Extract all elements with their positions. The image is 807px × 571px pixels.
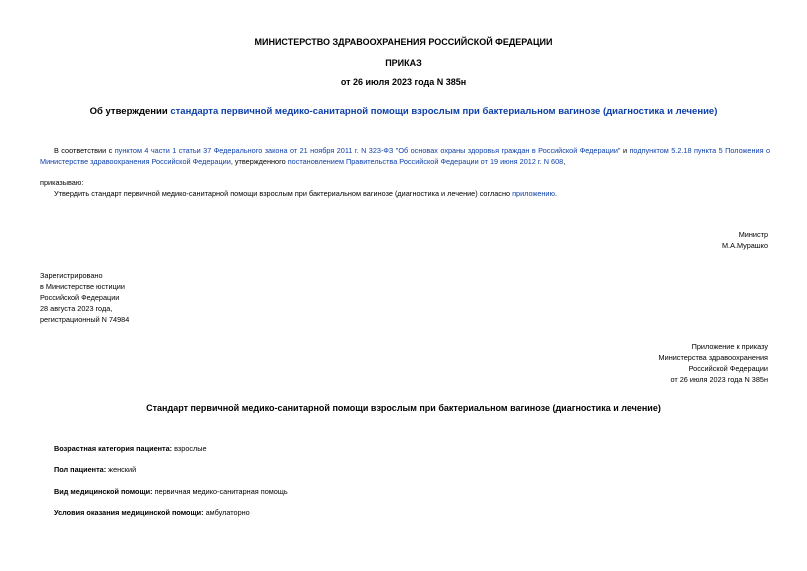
registration-line: Зарегистрировано bbox=[40, 271, 103, 280]
signer-block bbox=[722, 229, 768, 251]
decree-word: приказываю: bbox=[40, 178, 84, 187]
regulation-subpoint-link[interactable]: подпунктом 5.2.18 пункта 5 Положения о Министерстве здравоохранения Российской Федерации bbox=[40, 146, 771, 166]
approve-paragraph bbox=[54, 188, 557, 199]
appendix-header-block bbox=[659, 341, 768, 385]
field-value: женский bbox=[106, 465, 137, 474]
appendix-link[interactable]: приложению bbox=[512, 189, 555, 198]
appendix-line: Российской Федерации bbox=[688, 364, 768, 373]
registration-block bbox=[40, 270, 129, 325]
document-type: ПРИКАЗ bbox=[385, 58, 422, 68]
preamble-text-4: , bbox=[563, 157, 566, 166]
appendix-line: Министерства здравоохранения bbox=[658, 353, 768, 362]
government-resolution-link[interactable]: постановлением Правительства Российской Федерации от 19 июня 2012 г. N 608 bbox=[287, 157, 564, 166]
registration-line: регистрационный N 74984 bbox=[40, 315, 130, 324]
subject-standard-link[interactable]: стандарта первичной медико-санитарной помощи взрослым при бактериальном вагинозе (диагностика и лечение) bbox=[170, 106, 718, 117]
field-value: первичная медико-санитарная помощь bbox=[152, 487, 288, 496]
field-label: Возрастная категория пациента: bbox=[54, 444, 173, 453]
approve-text: Утвердить стандарт первичной медико-санитарной помощи взрослым при бактериальном вагинозе (диагностика и лечение) согласно bbox=[54, 189, 513, 198]
appendix-line: Приложение к приказу bbox=[691, 342, 768, 351]
field-care-type bbox=[54, 487, 288, 496]
registration-line: 28 августа 2023 года, bbox=[40, 304, 113, 313]
subject-prefix: Об утверждении bbox=[89, 106, 171, 117]
approve-end: . bbox=[554, 189, 558, 198]
signer-name: М.А.Мурашко bbox=[721, 241, 768, 250]
preamble-text-2: и bbox=[620, 146, 630, 155]
field-patient-sex bbox=[54, 465, 136, 474]
field-value: взрослые bbox=[172, 444, 207, 453]
order-subject bbox=[0, 106, 807, 117]
registration-line: Российской Федерации bbox=[40, 293, 120, 302]
registration-line: в Министерстве юстиции bbox=[40, 282, 125, 291]
field-value: амбулаторно bbox=[203, 508, 250, 517]
document-date-number: от 26 июля 2023 года N 385н bbox=[340, 77, 467, 87]
standard-title: Стандарт первичной медико-санитарной помощи взрослым при бактериальном вагинозе (диагностика и лечение) bbox=[146, 403, 661, 413]
field-age-category bbox=[54, 444, 207, 453]
field-label: Условия оказания медицинской помощи: bbox=[54, 508, 204, 517]
federal-law-link[interactable]: пунктом 4 части 1 статьи 37 Федерального закона от 21 ноября 2011 г. N 323-ФЗ "Об основах охраны здоровья граждан в Российской Федерации" bbox=[114, 146, 621, 155]
field-care-conditions bbox=[54, 508, 250, 517]
preamble-paragraph bbox=[40, 145, 770, 167]
ministry-heading: МИНИСТЕРСТВО ЗДРАВООХРАНЕНИЯ РОССИЙСКОЙ ФЕДЕРАЦИИ bbox=[254, 37, 553, 47]
signer-position: Министр bbox=[738, 230, 768, 239]
appendix-line: от 26 июля 2023 года N 385н bbox=[670, 375, 768, 384]
preamble-text-1: В соответствии с bbox=[54, 146, 115, 155]
field-label: Пол пациента: bbox=[54, 465, 107, 474]
field-label: Вид медицинской помощи: bbox=[54, 487, 153, 496]
preamble-text-3: , утвержденного bbox=[230, 157, 288, 166]
